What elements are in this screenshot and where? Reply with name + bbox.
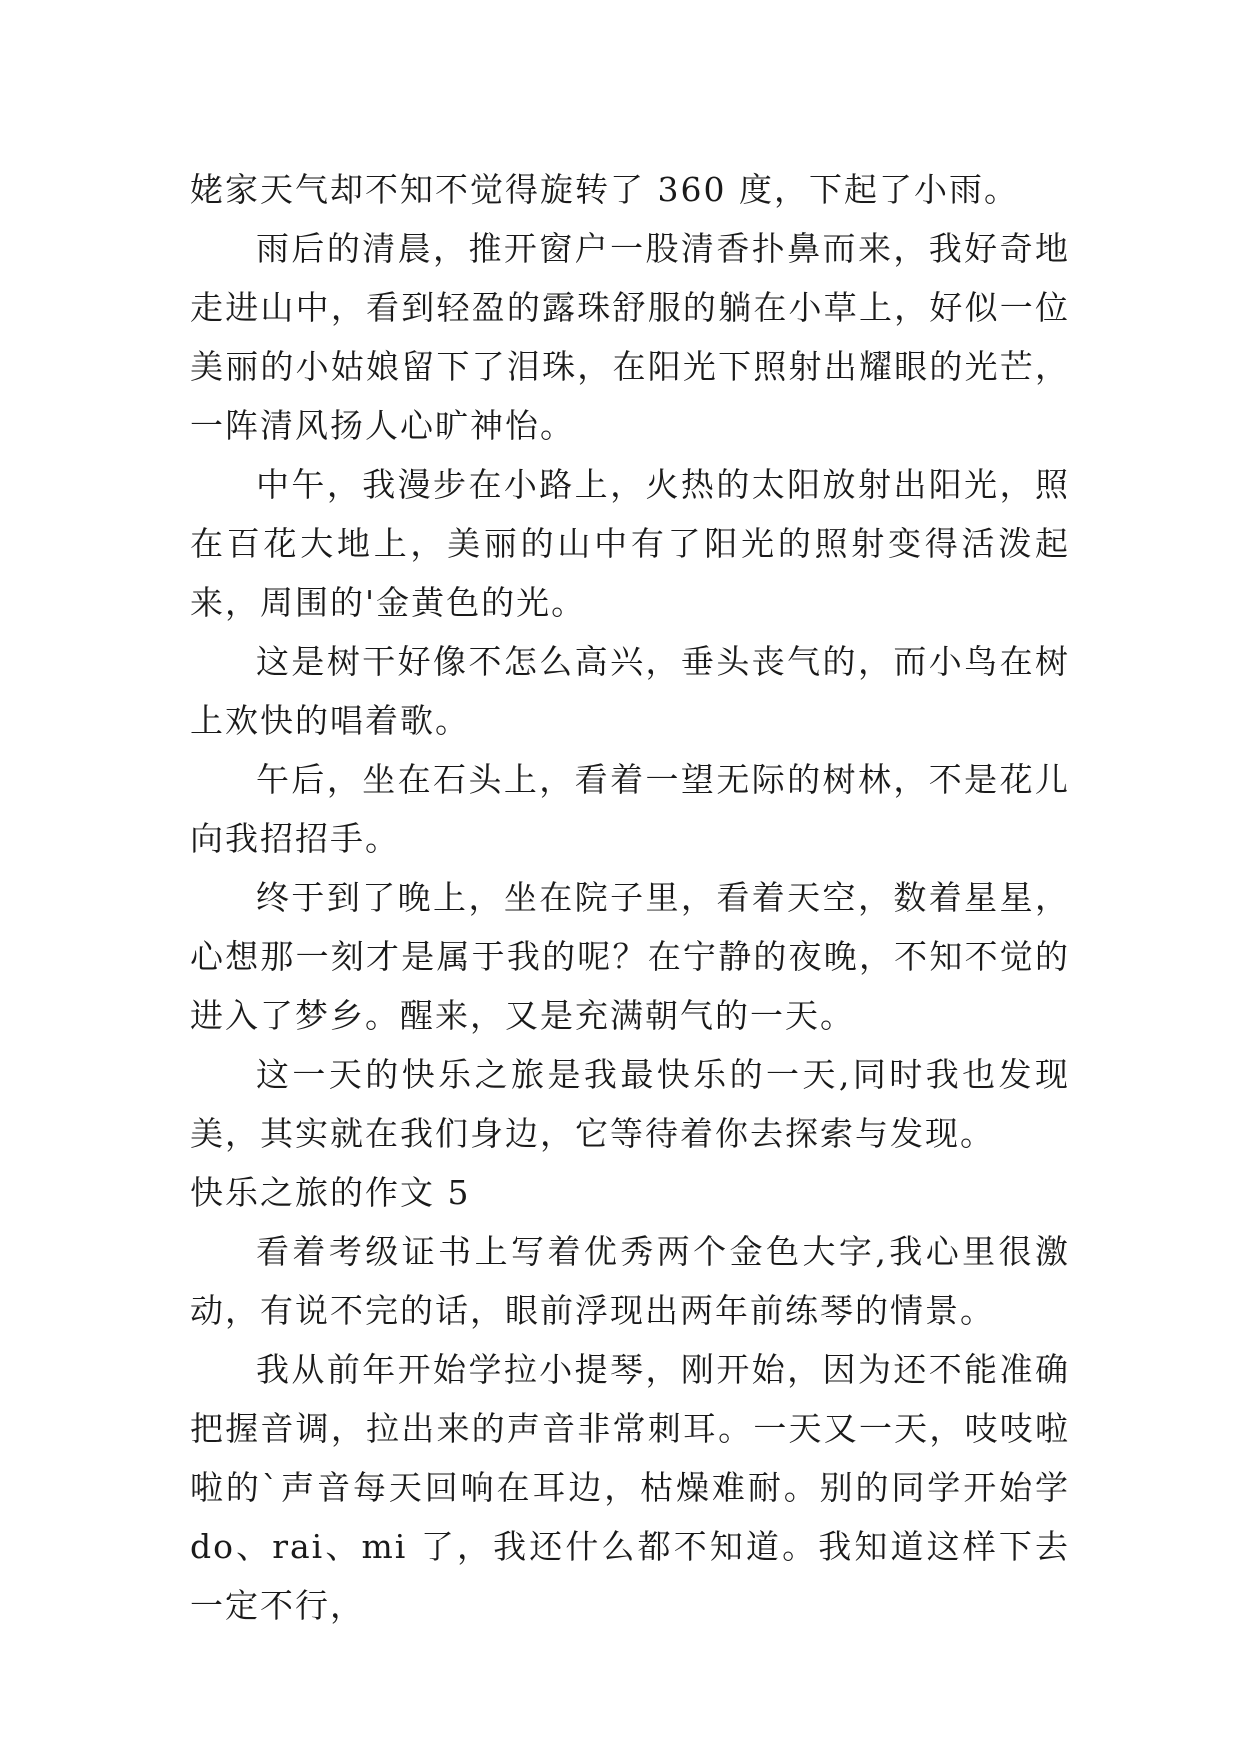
paragraph-4: 这是树干好像不怎么高兴，垂头丧气的，而小鸟在树上欢快的唱着歌。: [190, 642, 1070, 740]
paragraph-6: 终于到了晚上，坐在院子里，看着天空，数着星星，心想那一刻才是属于我的呢？在宁静的夜晚，不知不觉的进入了梦乡。醒来，又是充满朝气的一天。: [190, 878, 1070, 1035]
paragraph-8: 看着考级证书上写着优秀两个金色大字,我心里很激动，有说不完的话，眼前浮现出两年前练琴的情景。: [190, 1232, 1070, 1330]
document-body: [190, 160, 1070, 1635]
paragraph-7: 这一天的快乐之旅是我最快乐的一天,同时我也发现美，其实就在我们身边，它等待着你去探索与发现。: [190, 1055, 1070, 1153]
section-heading: 快乐之旅的作文 5: [190, 1173, 471, 1212]
paragraph-9: 我从前年开始学拉小提琴，刚开始，因为还不能准确把握音调，拉出来的声音非常刺耳。一天又一天，吱吱啦啦的`声音每天回响在耳边，枯燥难耐。别的同学开始学 do、rai、mi 了，我还什么都不知道。我知道这样下去一定不行，: [190, 1350, 1070, 1625]
paragraph-5: 午后，坐在石头上，看着一望无际的树林，不是花儿向我招招手。: [190, 760, 1070, 858]
paragraph-2: 雨后的清晨，推开窗户一股清香扑鼻而来，我好奇地走进山中，看到轻盈的露珠舒服的躺在小草上，好似一位美丽的小姑娘留下了泪珠，在阳光下照射出耀眼的光芒，一阵清风扬人心旷神怡。: [190, 229, 1070, 445]
paragraph-3: 中午，我漫步在小路上，火热的太阳放射出阳光，照在百花大地上，美丽的山中有了阳光的照射变得活泼起来，周围的'金黄色的光。: [190, 465, 1070, 622]
paragraph-1: 姥家天气却不知不觉得旋转了 360 度，下起了小雨。: [190, 170, 1019, 209]
